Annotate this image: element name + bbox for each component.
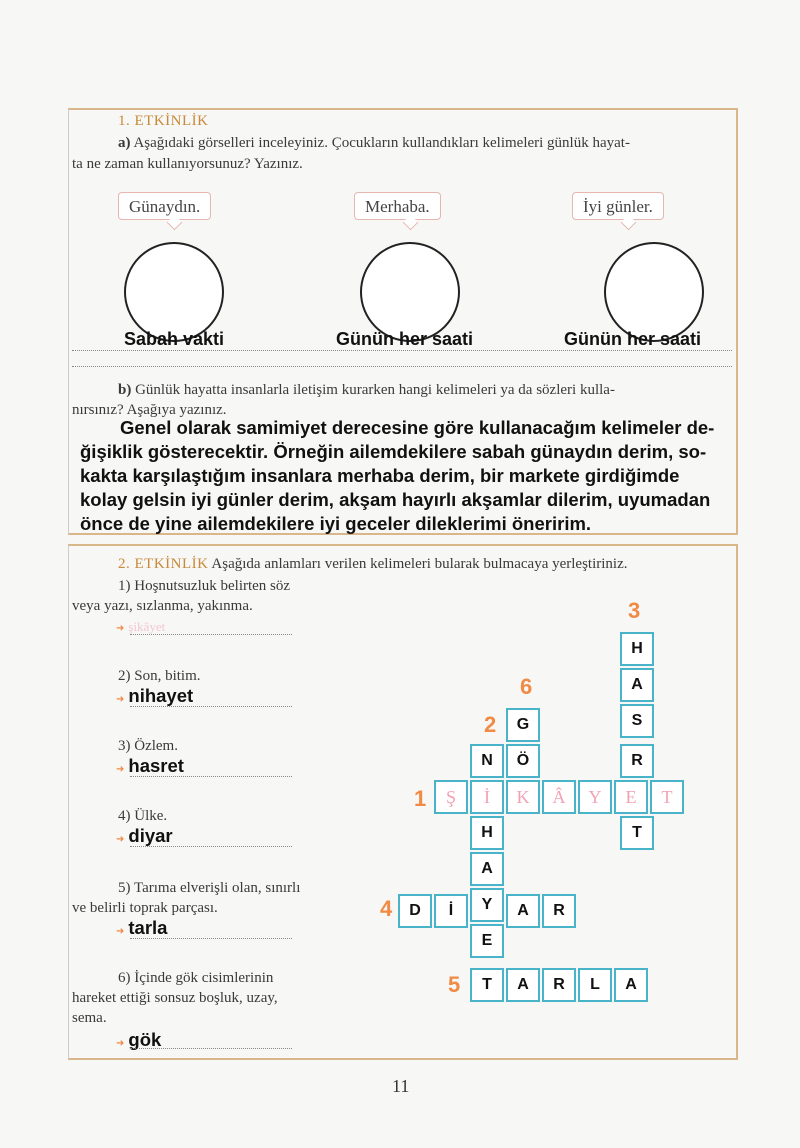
speech-bubble-2: Merhaba.	[354, 192, 441, 220]
crossword-cell: İ	[470, 780, 504, 814]
activity-2-header: 2. ETKİNLİK Aşağıda anlamları verilen kelimeleri bularak bulmacaya yerleştiriniz.	[118, 556, 628, 572]
crossword-cell: İ	[434, 894, 468, 928]
question-b-line2: nırsınız? Aşağıya yazınız.	[72, 402, 227, 418]
crossword-cell: K	[506, 780, 540, 814]
crossword-cell: R	[620, 744, 654, 778]
crossword-number: 2	[484, 712, 497, 737]
answer-line	[130, 706, 292, 707]
crossword-number: 5	[448, 972, 461, 997]
crossword-cell: T	[620, 816, 654, 850]
crossword-cell: R	[542, 968, 576, 1002]
question-a-line1: a) Aşağıdaki görselleri inceleyiniz. Çocukların kullandıkları kelimeleri günlük hayat-	[118, 135, 630, 151]
clue-1-answer: ➜ şikâyet	[116, 619, 166, 634]
question-a-line2: ta ne zaman kullanıyorsunuz? Yazınız.	[72, 156, 303, 172]
answer-line	[130, 938, 292, 939]
crossword-number: 6	[520, 674, 533, 699]
clue-2-line: 2) Son, bitim.	[118, 668, 201, 684]
clue-1-line: veya yazı, sızlanma, yakınma.	[72, 598, 253, 614]
clue-5-line: 5) Tarıma elverişli olan, sınırlı	[118, 880, 301, 896]
dotted-line	[72, 366, 732, 367]
answer-anytime-1: Günün her saati	[336, 329, 474, 349]
clue-3-answer: ➜ hasret	[116, 755, 184, 776]
child-face-circle-2	[360, 242, 460, 342]
crossword-cell: H	[620, 632, 654, 666]
crossword-number: 3	[628, 598, 641, 623]
clue-6-line: sema.	[72, 1010, 107, 1026]
child-face-circle-1	[124, 242, 224, 342]
page-number: 11	[392, 1076, 410, 1096]
answer-line	[130, 1048, 292, 1049]
answer-line	[130, 634, 292, 635]
answer-b-line: önce de yine ailemdekilere iyi geceler dileklerimi öneririm.	[80, 513, 592, 534]
clue-5-line: ve belirli toprak parçası.	[72, 900, 218, 916]
answer-b-line: ğişiklik gösterecektir. Örneğin ailemdekilere sabah günaydın derim, so-	[80, 441, 707, 462]
crossword-cell: E	[470, 924, 504, 958]
crossword-cell: N	[470, 744, 504, 778]
crossword-cell: S	[620, 704, 654, 738]
clue-4-line: 4) Ülke.	[118, 808, 168, 824]
crossword-cell: R	[542, 894, 576, 928]
crossword-cell: A	[506, 968, 540, 1002]
crossword-cell: Ö	[506, 744, 540, 778]
arrow-icon: ➜	[116, 1038, 125, 1049]
child-face-circle-3	[604, 242, 704, 342]
crossword-cell: A	[470, 852, 504, 886]
arrow-icon: ➜	[116, 764, 125, 775]
crossword-cell: A	[620, 668, 654, 702]
crossword-cell: A	[614, 968, 648, 1002]
crossword-cell: Ş	[434, 780, 468, 814]
clue-2-answer: ➜ nihayet	[116, 685, 194, 706]
arrow-icon: ➜	[116, 694, 125, 705]
answer-b-line: kakta karşılaştığım insanlara merhaba derim, bir markete girdiğimde	[80, 465, 680, 486]
crossword-cell: H	[470, 816, 504, 850]
crossword-cell: E	[614, 780, 648, 814]
crossword-cell: A	[506, 894, 540, 928]
answer-b-line: kolay gelsin iyi günler derim, akşam hayırlı akşamlar dilerim, uyumadan	[80, 489, 711, 510]
answer-line	[130, 846, 292, 847]
speech-bubble-3: İyi günler.	[572, 192, 664, 220]
arrow-icon: ➜	[116, 834, 125, 845]
activity-1-title: 1. ETKİNLİK	[118, 113, 209, 129]
clue-3-line: 3) Özlem.	[118, 738, 178, 754]
crossword-cell: T	[470, 968, 504, 1002]
crossword-cell: Y	[578, 780, 612, 814]
crossword-cell: G	[506, 708, 540, 742]
clue-6-line: 6) İçinde gök cisimlerinin	[118, 970, 274, 986]
crossword-number: 4	[380, 896, 393, 921]
question-b-line1: b) Günlük hayatta insanlarla iletişim kurarken hangi kelimeleri ya da sözleri kulla-	[118, 382, 615, 398]
clue-6-line: hareket ettiği sonsuz boşluk, uzay,	[72, 990, 278, 1006]
arrow-icon: ➜	[116, 623, 125, 634]
clue-1-line: 1) Hoşnutsuzluk belirten söz	[118, 578, 291, 594]
crossword-cell: L	[578, 968, 612, 1002]
answer-line	[130, 776, 292, 777]
dotted-line	[72, 350, 732, 351]
answer-b-line: Genel olarak samimiyet derecesine göre kullanacağım kelimeler de-	[120, 417, 715, 438]
crossword-cell: D	[398, 894, 432, 928]
crossword-number: 1	[414, 786, 427, 811]
answer-anytime-2: Günün her saati	[564, 329, 702, 349]
speech-bubble-1: Günaydın.	[118, 192, 211, 220]
crossword-cell: T	[650, 780, 684, 814]
clue-4-answer: ➜ diyar	[116, 825, 173, 846]
arrow-icon: ➜	[116, 926, 125, 937]
crossword-cell: Â	[542, 780, 576, 814]
answer-morning: Sabah vakti	[124, 329, 225, 349]
clue-5-answer: ➜ tarla	[116, 917, 168, 938]
crossword-cell: Y	[470, 888, 504, 922]
clue-6-answer: ➜ gök	[116, 1029, 162, 1050]
